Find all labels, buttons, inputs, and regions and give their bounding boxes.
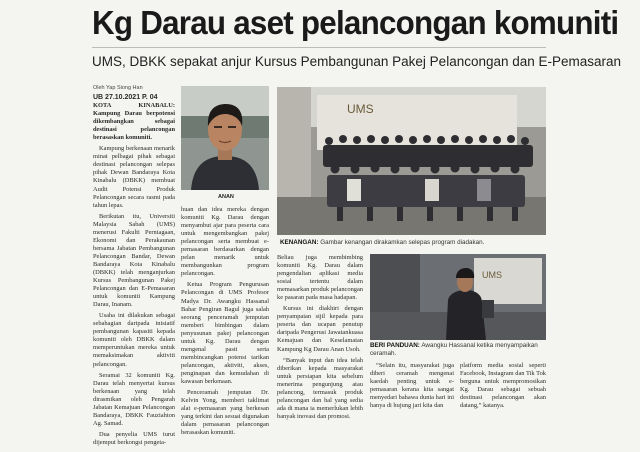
paragraph: Kampung berkenaan menarik minat pelbagai pihak sebagai destinasi pelancongan selepas pihak Dewan Bandaraya Kota Kinabalu (DBKK) membuat Audit Potensi Produk Pelancongan secara rasmi pada tahun lepas. [93,145,175,209]
headline-rule [92,47,546,48]
paragraph: Usaha ini dilakukan sebagai sebahagian daripada inisiatif pembangunan kapasiti kepada komuniti oleh DBKK dalam memperuntukan mereka untuk memaksimakan aktiviti pelancongan. [93,312,175,368]
banner-text: UMS [347,102,374,116]
paragraph: Berikutan itu, Universiti Malaysia Sabah (UMS) menerusi Fakulti Perniagaan, Ekonomi dan Perakaunan bersama Jabatan Pembangunan Pelancongan Bandar, Dewan Bandaraya Kota Kinabalu (DBKK) telah menganjurkan Kursus Pembangunan Pakej Pelancongan dan E-Pemasaran untuk komuniti Kampung Darau, Inanam. [93,212,175,309]
caption-text: Awangku Hassanal ketika menyampaikan ceramah. [370,342,538,357]
group-photo [277,87,546,235]
portrait-name: ANAN [218,194,234,200]
paragraph: Dua penyelia UMS turut dijemput berkongsi pengeta- [93,430,175,446]
subheadline: UMS, DBKK sepakat anjur Kursus Pembangunan Pakej Pelancongan dan E-Pemasaran [92,54,622,69]
svg-text:UMS: UMS [482,270,502,280]
caption-lead: KENANGAN: [280,239,319,246]
text-column-4 [370,362,454,413]
paragraph: Ketua Program Pengurusan Pelancongan di UMS Profesor Madya Dr. Awangku Hassanal Bahar Pengiran Bagul juga salah seorang penceramah jemputan memberi bimbingan dalam penyusunan pakej pelancongan untuk Kg. Darau dengan mengenal pasti serta membincangkan potensi tarikan pelancongan, aktiviti, akses, penginapan dan kemudahan di kawasan berkenaan. [181,281,269,385]
paragraph: Seramai 32 komuniti Kg. Darau telah menyertai kursus berkenaan yang telah dirasmikan oleh Pengarah Jabatan Kemajuan Pelancongan Bandaraya, DBKK Fauziahton Ag. Samad. [93,371,175,427]
portrait-photo [181,86,269,190]
paragraph: Penceramah jemputan Dr. Kelvin Yong, memberi taklimat alat e-pemasaran yang berkesan yang terkini dan sesuai digunakan dalam pemasaran pelancongan berasaskan komuniti. [181,389,269,437]
paragraph: “Selain itu, masyarakat juga diberi ceramah mengenai kaedah penting untuk e-pemasaran kerana kita sangat menyedari bahawa dunia hari ini hanya di hujung jari kita dan [370,362,454,410]
text-column-1 [93,84,175,450]
text-column-5 [460,362,546,413]
speaker-photo [370,254,546,340]
paragraph: “Banyak input dan idea telah diberikan kepada masyarakat untuk persiapan kita sebelum menerima pengunjung atau pelancong, termasuk produk pelancongan dan hal yang sedia ada di mana ia memerlukan lebih banyak inovasi dan promosi. [277,356,363,420]
group-photo-caption [280,239,540,247]
paragraph: platform media sosial seperti Facebook, Instagram dan Tik Tok berguna untuk mempromosikan Kg. Darau sebagai sebuah destinasi pelancongan akan datang,” katanya. [460,362,546,410]
byline: Oleh Yap Siong Han [93,85,143,91]
caption-text: Gambar kenangan dirakamkan selepas program diadakan. [318,239,485,246]
speaker-photo-caption [370,342,546,358]
dateline: UB 27.10.2021 P. 04 [93,94,158,102]
caption-lead: BERI PANDUAN: [370,342,420,349]
text-column-3 [277,254,363,424]
paragraph: Kursus ini diakhiri dengan penyampaian sijil kepada para peserta dan ucapan penutup daripada Pengerusi Jawatankuasa Kemajuan dan Keselamatan Kampung Kg Darau Anan Usoh. [277,305,363,353]
paragraph: huan dan idea mereka dengan komuniti Kg. Darau dengan menyambut ajar para peserta cara untuk mengembangkan pakej pelancongan serta membuat e-pemasaran berdasarkan dengan pelan menarik untuk membangunkan program pelancongan. [181,206,269,278]
paragraph: KOTA KINABALU: Kampung Darau berpotensi dikembangkan sebagai destinasi pelancongan berasaskan komuniti. [93,102,175,142]
text-column-2 [181,206,269,440]
headline: Kg Darau aset pelancongan komuniti [92,4,619,41]
paragraph: Beliau juga membimbing komuniti Kg. Darau dalam pengendalian aplikasi media sosial tertentu dalam memasarkan produk pelancongan ke pasaran pada masa hadapan. [277,254,363,302]
